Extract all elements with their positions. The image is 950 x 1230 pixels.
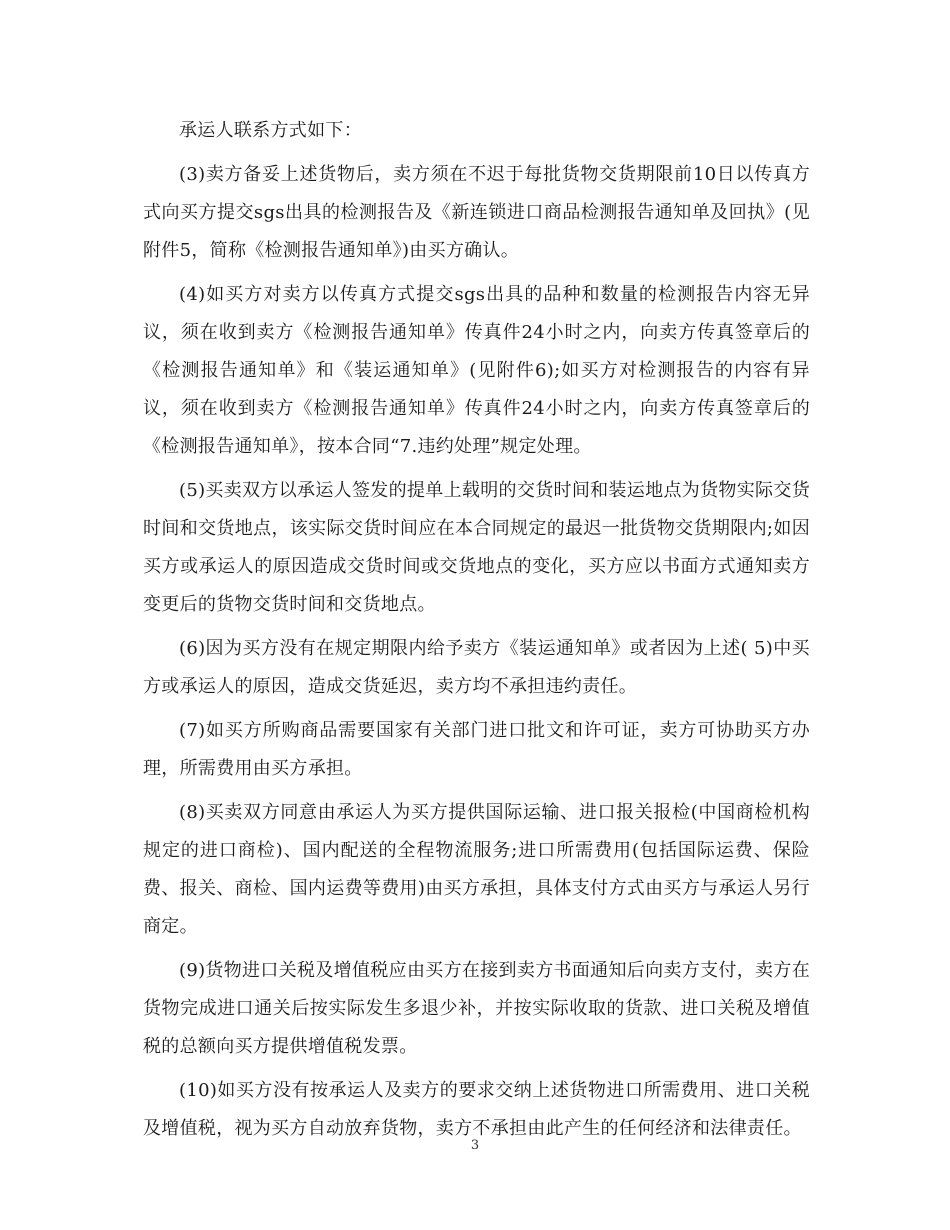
paragraph-clause-3: (3)卖方备妥上述货物后，卖方须在不迟于每批货物交货期限前10日以传真方式向买方提交sgs出具的检测报告及《新连锁进口商品检测报告通知单及回执》(见附件5，简称《检测报告通知单》)由买方确认。 [143,164,810,261]
paragraph-carrier-contact: 承运人联系方式如下： [179,120,362,141]
paragraph-clause-4: (4)如买方对卖方以传真方式提交sgs出具的品种和数量的检测报告内容无异议，须在收到卖方《检测报告通知单》传真件24小时之内，向卖方传真签章后的《检测报告通知单》和《装运通知单》(见附件6);如买方对检测报告的内容有异议，须在收到卖方《检测报告通知单》传真件24小时之内，向卖方传真签章后的《检测报告通知单》，按本合同“7.违约处理”规定处理。 [143,284,810,457]
page-number: 3 [470,1138,480,1153]
paragraph-clause-5: (5)买卖双方以承运人签发的提单上载明的交货时间和装运地点为货物实际交货时间和交货地点，该实际交货时间应在本合同规定的最迟一批货物交货期限内;如因买方或承运人的原因造成交货时间或交货地点的变化，买方应以书面方式通知卖方变更后的货物交货时间和交货地点。 [143,480,810,615]
paragraph-clause-10: (10)如买方没有按承运人及卖方的要求交纳上述货物进口所需费用、进口关税及增值税，视为买方自动放弃货物，卖方不承担由此产生的任何经济和法律责任。 [143,1080,810,1139]
paragraph-clause-6: (6)因为买方没有在规定期限内给予卖方《装运通知单》或者因为上述( 5)中买方或承运人的原因，造成交货延迟，卖方均不承担违约责任。 [143,638,810,697]
paragraph-clause-7: (7)如买方所购商品需要国家有关部门进口批文和许可证，卖方可协助买方办理，所需费用由买方承担。 [143,720,810,779]
paragraph-clause-8: (8)买卖双方同意由承运人为买方提供国际运输、进口报关报检(中国商检机构规定的进口商检)、国内配送的全程物流服务;进口所需费用(包括国际运费、保险费、报关、商检、国内运费等费用)由买方承担，具体支付方式由买方与承运人另行商定。 [143,802,810,937]
paragraph-clause-9: (9)货物进口关税及增值税应由买方在接到卖方书面通知后向卖方支付，卖方在货物完成进口通关后按实际发生多退少补，并按实际收取的货款、进口关税及增值税的总额向买方提供增值税发票。 [143,960,810,1057]
